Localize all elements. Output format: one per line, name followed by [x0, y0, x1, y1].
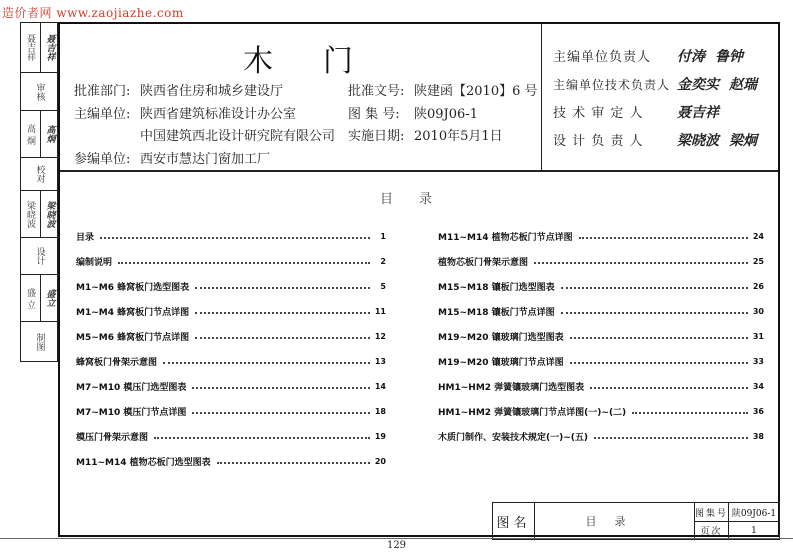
toc-entry[interactable]: M15~M18 镶板门节点详图 30 [438, 307, 764, 318]
toc-entry[interactable]: M11~M14 植物芯板门节点详图 24 [438, 232, 764, 243]
toc-entry[interactable]: 木质门制作、安装技术规定(一)~(五) 38 [438, 432, 764, 443]
signature-stamp-column [20, 22, 58, 362]
stamp-signature: 高炯 [40, 111, 59, 157]
approval-number: 批准文号: 陕建函【2010】6 号 [348, 84, 538, 99]
stamp-label: 盛 立 [25, 287, 35, 309]
atlas-label: 图集号 [695, 503, 729, 521]
stamp-cell-review [21, 73, 58, 111]
signature: 聂吉祥 [677, 105, 719, 121]
stamp-signature: 盛立 [40, 275, 59, 321]
stamp-cell-sheng [21, 275, 58, 322]
header-info [60, 24, 542, 170]
toc-right-column [438, 224, 764, 449]
stamp-cell-proofread [21, 158, 58, 191]
signature: 赵瑞 [729, 77, 757, 93]
toc-title: 目录 [379, 192, 458, 207]
toc-entry[interactable]: M7~M10 模压门选型图表 14 [76, 382, 386, 393]
toc-entry[interactable]: M1~M6 蜂窝板门选型图表 5 [76, 282, 386, 293]
chief-unit: 主编单位: 陕西省建筑标准设计办公室 [74, 107, 297, 122]
page-label: 页次 [695, 522, 729, 539]
stamp-label: 高 炯 [25, 123, 35, 145]
stamp-label: 梁晓波 [25, 200, 35, 228]
drawing-frame [58, 22, 780, 537]
toc-entry[interactable]: M19~M20 镶玻璃门节点详图 33 [438, 357, 764, 368]
toc-entry[interactable]: 编制说明 2 [76, 257, 386, 268]
header [60, 24, 778, 172]
stamp-cell-liang [21, 191, 58, 238]
stamp-signature: 梁晓波 [40, 191, 59, 237]
toc-entry[interactable]: M7~M10 模压门节点详图 18 [76, 407, 386, 418]
approve-dept: 批准部门: 陕西省住房和城乡建设厅 [74, 84, 284, 99]
title-block-meta [695, 503, 779, 539]
stamp-signature: 聂吉祥 [40, 23, 59, 72]
toc-entry[interactable]: M11~M14 植物芯板门选型图表 20 [76, 457, 386, 468]
stamp-cell-nie [21, 23, 58, 73]
title-char: 木 [243, 44, 279, 79]
signature: 鲁钟 [715, 49, 743, 65]
page-number: 129 [386, 540, 407, 551]
toc-entry[interactable]: M19~M20 镶玻璃门选型图表 31 [438, 332, 764, 343]
page-value: 1 [751, 525, 757, 536]
toc-entry[interactable]: HM1~HM2 弹簧镶玻璃门选型图表 34 [438, 382, 764, 393]
watermark-text: 造价者网 www.zaojiazhe.com [2, 6, 184, 20]
signature: 梁晓波 [677, 133, 719, 149]
atlas-number: 图 集 号: 陕09J06-1 [348, 107, 478, 122]
stamp-cell-gao [21, 111, 58, 158]
stamp-cell-design [21, 238, 58, 275]
effective-date: 实施日期: 2010年5月1日 [348, 129, 503, 144]
responsible-row: 主编单位技术负责人 金奕实 赵瑞 [553, 77, 757, 93]
stamp-label: 制图 [34, 332, 45, 351]
toc-entry[interactable]: 目录 1 [76, 232, 386, 243]
page-title [60, 36, 542, 80]
toc-entry[interactable]: M1~M4 蜂窝板门节点详图 11 [76, 307, 386, 318]
stamp-label: 设计 [34, 247, 45, 265]
responsible-row: 设 计 负 责 人 梁晓波 梁炯 [553, 133, 757, 149]
toc-entry[interactable]: M15~M18 镶板门选型图表 26 [438, 282, 764, 293]
drawing-name-label: 图名 [493, 503, 535, 539]
signature: 梁炯 [729, 133, 757, 149]
signature: 付涛 [677, 49, 705, 65]
drawing-name: 目录 [535, 503, 695, 539]
stamp-cell-drawing [21, 322, 58, 362]
toc-left-column [76, 224, 386, 474]
toc-entry[interactable]: 植物芯板门骨架示意图 25 [438, 257, 764, 268]
responsible-persons [543, 24, 778, 170]
signature: 金奕实 [677, 77, 719, 93]
toc-entry[interactable]: M5~M6 蜂窝板门节点详图 12 [76, 332, 386, 343]
atlas-value: 陕09J06-1 [731, 508, 777, 519]
toc-entry[interactable]: 蜂窝板门骨架示意图 13 [76, 357, 386, 368]
toc-entry[interactable]: 模压门骨架示意图 19 [76, 432, 386, 443]
title-block [492, 502, 780, 540]
toc-entry[interactable]: HM1~HM2 弹簧镶玻璃门节点详图(一)~(二) 36 [438, 407, 764, 418]
stamp-label: 审核 [34, 82, 45, 101]
chief-unit-2: 中国建筑西北设计研究院有限公司 [140, 129, 336, 144]
title-char: 门 [323, 44, 359, 79]
participant-unit: 参编单位: 西安市慧达门窗加工厂 [74, 152, 271, 167]
divider [0, 538, 793, 539]
stamp-label: 聂吉祥 [25, 34, 35, 61]
stamp-label: 校对 [34, 165, 45, 183]
responsible-row: 技 术 审 定 人 聂吉祥 [553, 105, 719, 121]
responsible-row: 主编单位负责人 付涛 鲁钟 [553, 49, 743, 65]
